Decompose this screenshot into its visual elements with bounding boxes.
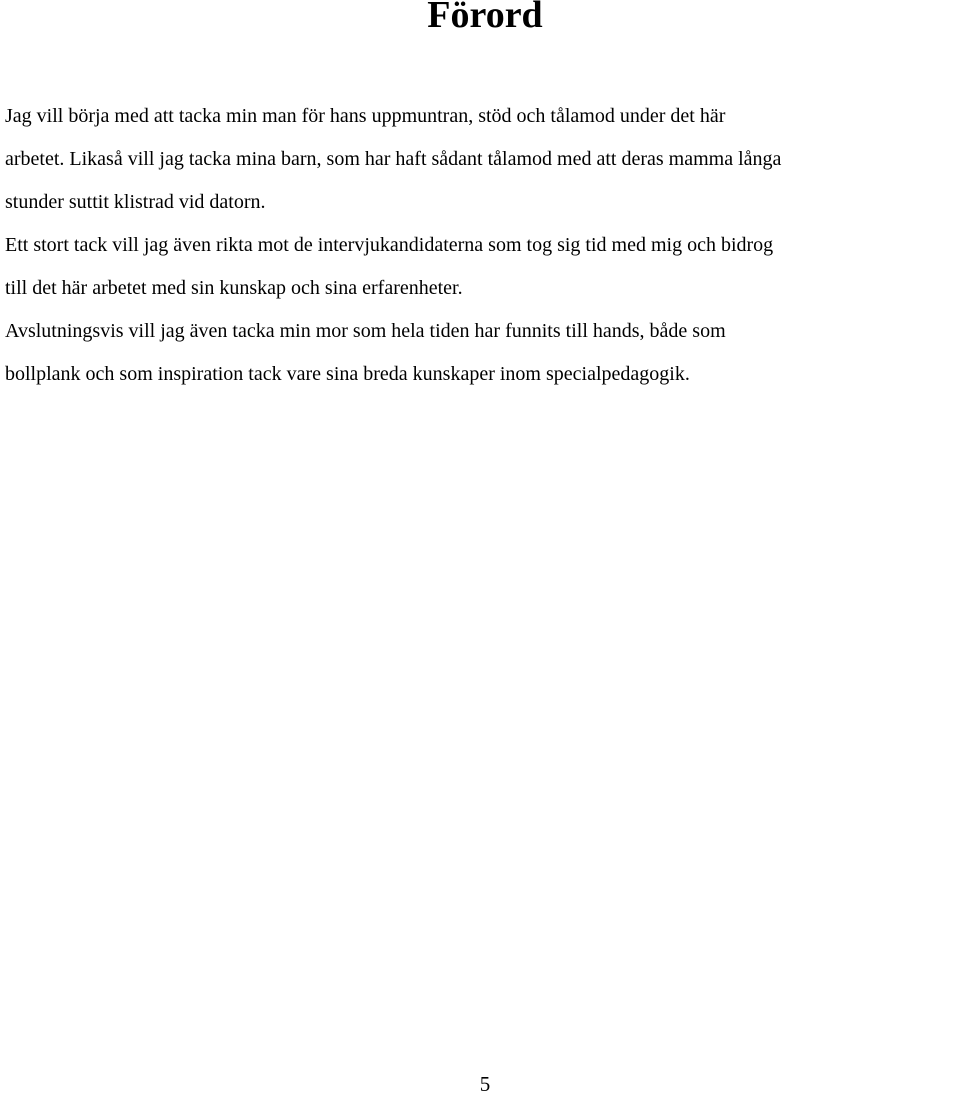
paragraph-acknowledgement-family: [5, 95, 960, 224]
text-line: till det här arbetet med sin kunskap och sina erfarenheter.: [5, 277, 463, 299]
document-body: [5, 95, 960, 396]
text-line: arbetet. Likaså vill jag tacka mina barn, som har haft sådant tålamod med att deras mamma långa: [5, 148, 782, 170]
text-line: Jag vill börja med att tacka min man för hans uppmuntran, stöd och tålamod under det här: [5, 105, 726, 127]
page-title: Förord: [427, 0, 543, 36]
page-number: 5: [479, 1072, 491, 1096]
paragraph-acknowledgement-mother: [5, 310, 960, 396]
text-line: Avslutningsvis vill jag även tacka min mor som hela tiden har funnits till hands, både som: [5, 320, 726, 342]
paragraph-acknowledgement-interviewees: [5, 224, 960, 310]
text-line: stunder suttit klistrad vid datorn.: [5, 191, 266, 213]
text-line: Ett stort tack vill jag även rikta mot de intervjukandidaterna som tog sig tid med mig och bidrog: [5, 234, 774, 256]
text-line: bollplank och som inspiration tack vare sina breda kunskaper inom specialpedagogik.: [5, 363, 690, 385]
